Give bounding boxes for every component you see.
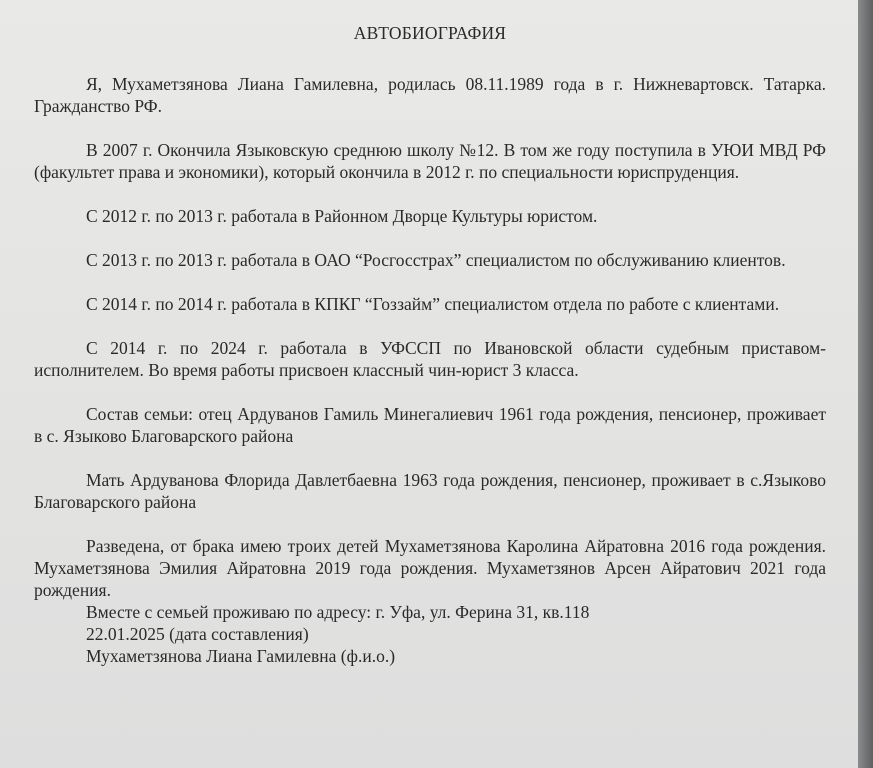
date-line: 22.01.2025 (дата составления)	[86, 624, 309, 644]
document-title: АВТОБИОГРАФИЯ	[353, 23, 507, 43]
paragraph-family-mother: Мать Ардуванова Флорида Давлетбаевна 1963 года рождения, пенсионер, проживает в с.Языково Благоварского района	[34, 470, 826, 512]
paragraph-job-1: С 2012 г. по 2013 г. работала в Районном Дворце Культуры юристом.	[86, 206, 598, 226]
paragraph-education: В 2007 г. Окончила Языковскую среднюю школу №12. В том же году поступила в УЮИ МВД РФ (факультет права и экономики), который окончила в 2012 г. по специальности юриспруденция.	[34, 140, 826, 182]
paragraph-job-3: С 2014 г. по 2014 г. работала в КПКГ “Гоззайм” специалистом отдела по работе с клиентами.	[86, 294, 780, 314]
address-line: Вместе с семьей проживаю по адресу: г. Уфа, ул. Ферина 31, кв.118	[86, 602, 590, 622]
background-edge	[858, 0, 873, 768]
paragraph-personal-info: Я, Мухаметзянова Лиана Гамилевна, родилась 08.11.1989 года в г. Нижневартовск. Татарка. Гражданство РФ.	[34, 74, 826, 116]
document-body	[34, 22, 826, 667]
paragraph-children: Разведена, от брака имею троих детей Мухаметзянова Каролина Айратовна 2016 года рождения. Мухаметзянова Эмилия Айратовна 2019 года рождения. Мухаметзянов Арсен Айратович 2021 года рождения.	[34, 536, 826, 600]
paragraph-job-2: С 2013 г. по 2013 г. работала в ОАО “Росгосстрах” специалистом по обслуживанию клиентов.	[86, 250, 786, 270]
paragraph-family-father: Состав семьи: отец Ардуванов Гамиль Минегалиевич 1961 года рождения, пенсионер, проживает в с. Языково Благоварского района	[34, 404, 826, 446]
signature-line: Мухаметзянова Лиана Гамилевна (ф.и.о.)	[86, 646, 396, 666]
paragraph-job-4: С 2014 г. по 2024 г. работала в УФССП по Ивановской области судебным приставом-исполнителем. Во время работы присвоен классный чин-юрист 3 класса.	[34, 338, 826, 380]
